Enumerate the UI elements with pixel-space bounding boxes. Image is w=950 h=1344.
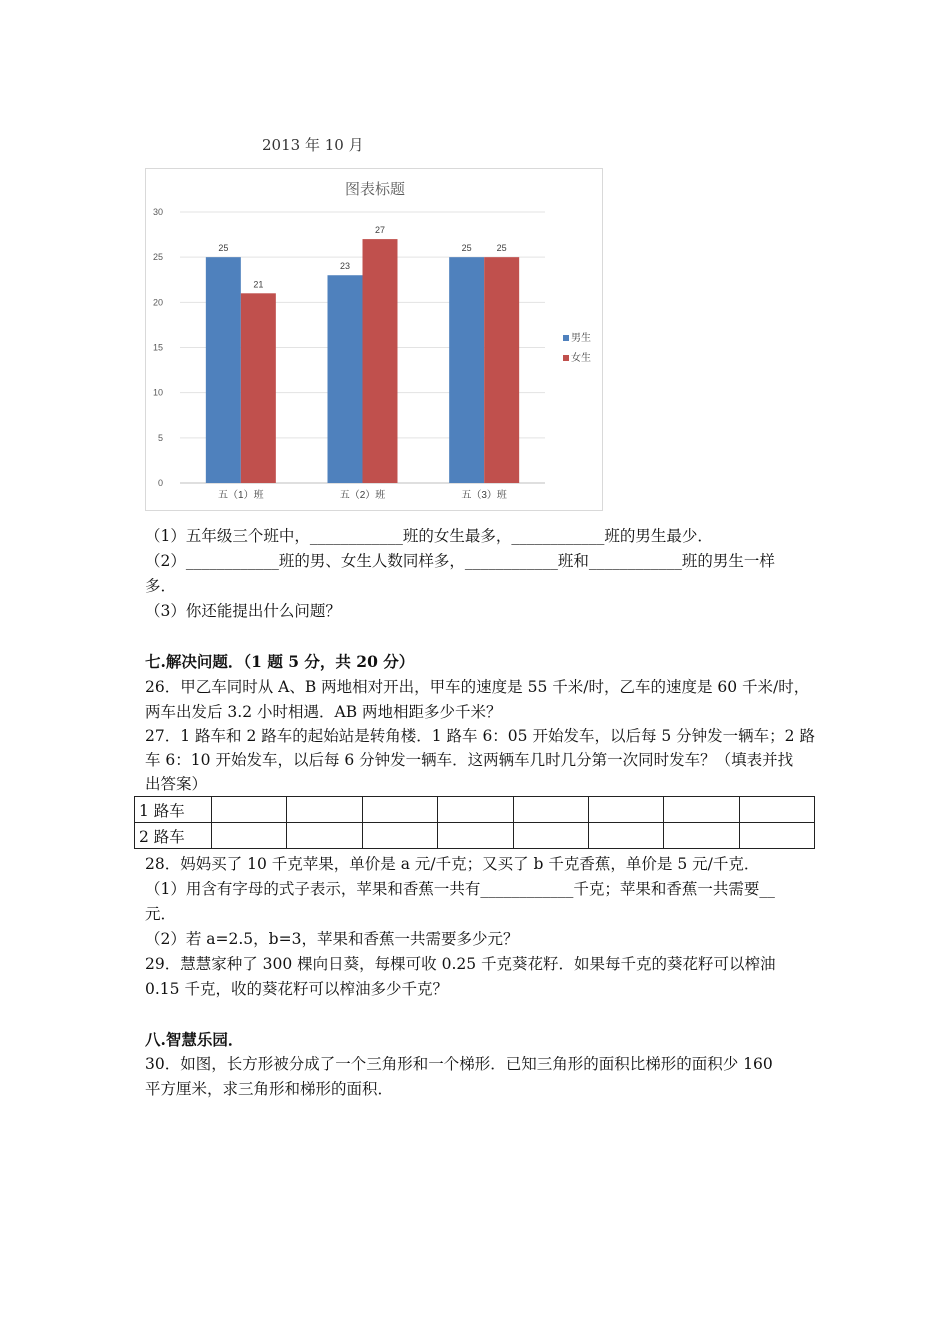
q30-line-1: 30．如图，长方形被分成了一个三角形和一个梯形．已知三角形的面积比梯形的面积少 160 <box>145 1055 773 1073</box>
q27-line-2: 车 6：10 开始发车，以后每 6 分钟发一辆车．这两辆车几时几分第一次同时发车？（填表并找 <box>145 751 794 769</box>
y-tick-label: 0 <box>157 478 163 488</box>
legend-label: 女生 <box>571 353 591 364</box>
q25-line-2: （2）____________班的男、女生人数同样多，____________班和____________班的男生一样 <box>145 552 775 570</box>
y-tick-label: 30 <box>152 207 163 217</box>
data-label: 23 <box>339 261 351 272</box>
bar <box>484 257 519 483</box>
table-cell[interactable] <box>438 823 513 849</box>
q29-line-1: 29．慧慧家种了 300 棵向日葵，每棵可收 0.25 千克葵花籽．如果每千克的葵花籽可以榨油 <box>145 955 776 973</box>
table-cell[interactable] <box>739 797 814 823</box>
y-tick-label: 25 <box>152 252 163 263</box>
section-7-heading: 七.解决问题．（1 题 5 分，共 20 分） <box>145 652 415 671</box>
table-cell[interactable] <box>438 797 513 823</box>
data-label: 25 <box>496 243 507 254</box>
bar <box>449 257 484 483</box>
q25-line-3: 多． <box>145 577 177 595</box>
data-label: 21 <box>253 279 264 290</box>
table-cell[interactable] <box>739 823 814 849</box>
q26-line-2: 两车出发后 3.2 小时相遇．AB 两地相距多少千米？ <box>145 703 502 721</box>
bus-schedule-table <box>134 796 815 849</box>
q28-line-1: 28．妈妈买了 10 千克苹果，单价是 a 元/千克；又买了 b 千克香蕉，单价是 5 元/千克． <box>145 855 760 873</box>
q28-line-3: 元． <box>145 905 177 923</box>
row-header-bus-2: 2 路车 <box>135 823 212 849</box>
q25-line-1: （1）五年级三个班中，____________班的女生最多，____________班的男生最少． <box>145 527 713 545</box>
chart-title: 图表标题 <box>344 181 406 198</box>
data-label: 27 <box>374 225 386 236</box>
y-tick-label: 10 <box>152 387 163 398</box>
y-tick-label: 15 <box>152 342 163 353</box>
table-cell[interactable] <box>513 823 588 849</box>
bar <box>241 293 276 483</box>
legend-swatch <box>563 355 569 361</box>
x-tick-label: 五（3）班 <box>461 490 507 501</box>
q28-line-4: （2）若 a=2.5，b=3，苹果和香蕉一共需要多少元？ <box>145 930 519 948</box>
bar <box>363 239 398 483</box>
chart-date: 2013 年 10 月 <box>262 136 364 154</box>
q27-line-1: 27．1 路车和 2 路车的起始站是转角楼．1 路车 6：05 开始发车，以后每 5 分钟发一辆车；2 路 <box>145 727 815 745</box>
table-cell[interactable] <box>362 797 437 823</box>
table-cell[interactable] <box>362 823 437 849</box>
q27-line-3: 出答案） <box>145 775 208 793</box>
legend-label: 男生 <box>571 333 591 344</box>
row-header-bus-1: 1 路车 <box>135 797 212 823</box>
q30-line-2: 平方厘米，求三角形和梯形的面积． <box>145 1080 394 1098</box>
table-row <box>135 797 815 823</box>
q26-line-1: 26．甲乙车同时从 A、B 两地相对开出，甲车的速度是 55 千米/时，乙车的速度是 60 千米/时， <box>145 678 810 696</box>
y-tick-label: 5 <box>157 432 163 443</box>
table-cell[interactable] <box>212 797 287 823</box>
table-cell[interactable] <box>287 797 362 823</box>
table-cell[interactable] <box>588 823 663 849</box>
x-tick-label: 五（2）班 <box>339 490 386 501</box>
y-tick-label: 20 <box>152 297 163 308</box>
legend-swatch <box>563 335 569 341</box>
table-cell[interactable] <box>664 823 739 849</box>
table-cell[interactable] <box>588 797 663 823</box>
data-label: 25 <box>218 243 229 254</box>
bar <box>206 257 241 483</box>
data-label: 25 <box>461 243 472 254</box>
table-cell[interactable] <box>513 797 588 823</box>
table-cell[interactable] <box>287 823 362 849</box>
q25-line-4: （3）你还能提出什么问题？ <box>145 602 341 620</box>
table-cell[interactable] <box>212 823 287 849</box>
q28-line-2: （1）用含有字母的式子表示，苹果和香蕉一共有____________千克；苹果和香蕉一共需要__ <box>145 880 775 898</box>
bar-chart <box>145 168 603 511</box>
section-8-heading: 八.智慧乐园． <box>145 1030 244 1049</box>
bar <box>328 275 363 483</box>
table-cell[interactable] <box>664 797 739 823</box>
x-tick-label: 五（1）班 <box>218 490 264 501</box>
q29-line-2: 0.15 千克，收的葵花籽可以榨油多少千克？ <box>145 980 448 998</box>
table-row <box>135 823 815 849</box>
